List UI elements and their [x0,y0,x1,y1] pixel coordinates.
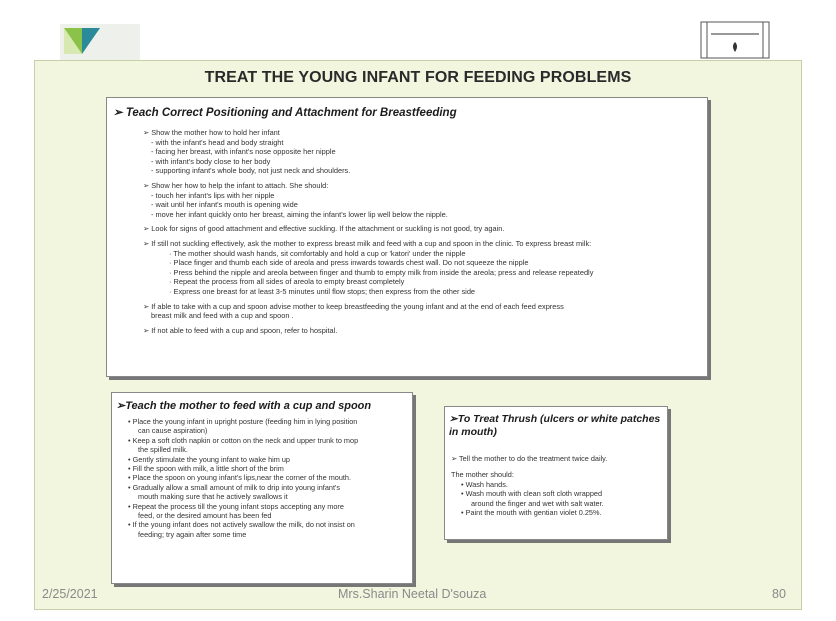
list-item: • Wash hands. [451,480,663,489]
list-item: ➢ If able to take with a cup and spoon advise mother to keep breastfeeding the young infant and at the end of each feed express breast milk and feed with a cup and spoon . [143,301,564,321]
list-item: ➢ Show the mother how to hold her infant - with the infant's head and body straight - facing her breast, with infant's nose opposite her nipple - with infant's body close to her body - supporting infant's whole body, not just neck and shoulders. [143,128,351,176]
list-item: ➢ If still not suckling effectively, ask the mother to express breast milk and feed with a cup and spoon in the clinic. To express breast milk: · The mother should wash hands, sit comfortably and hold a cup or 'katori' under the nipple · Place finger and thumb each side of areola and press inwards towards chest wall. Do not squeeze the nipple · Press behind the nipple and areola between finger and thumb to empty milk from inside the areola; press and release repeatedly · Repeat the process from all sides of areola to empty breast completely · Express one breast for at least 3-5 minutes until flow stops; then express from the other side [143,238,594,296]
footer-author: Mrs.Sharin Neetal D'souza [338,587,487,601]
list-item: ➢ If not able to feed with a cup and spoon, refer to hospital. [143,325,338,335]
footer-date: 2/25/2021 [42,587,98,601]
list-item: • Keep a soft cloth napkin or cotton on the neck and upper trunk to mop the spilled milk. [128,436,412,455]
list-item: • Wash mouth with clean soft cloth wrapped around the finger and wet with salt water. [451,489,663,508]
list-item: ➢ Look for signs of good attachment and effective suckling. If the attachment or suckling is not good, try again. [143,224,505,234]
list-item: • Paint the mouth with gentian violet 0.25%. [451,508,663,517]
list-item: • Fill the spoon with milk, a little short of the brim [128,464,412,473]
slide [34,60,802,610]
list-item: • Place the young infant in upright posture (feeding him in lying position can cause aspiration) [128,417,412,436]
thrush-lead: The mother should: [451,470,514,480]
positioning-list [143,128,703,340]
positioning-heading: ➢ Teach Correct Positioning and Attachment for Breastfeeding [113,107,457,119]
logo [60,24,140,60]
thrush-body [451,454,663,517]
list-item: • Place the spoon on young infant's lips,near the corner of the mouth. [128,473,412,482]
list-item: • Gradually allow a small amount of milk to drip into young infant's mouth making sure that he actively swallows it [128,483,412,502]
list-item: • If the young infant does not actively swallow the milk, do not insist on feeding; try again after some time [128,520,412,539]
slide-title: TREAT THE YOUNG INFANT FOR FEEDING PROBLEMS [204,69,632,86]
cup-spoon-list [128,417,412,539]
thrush-heading: ➢To Treat Thrush (ulcers or white patches in mouth) [449,413,661,438]
list-item: ➢ Show her how to help the infant to attach. She should: - touch her infant's lips with her nipple - wait until her infant's mouth is opening wide - move her infant quickly onto her breast, aiming the infant's lower lip well below the nipple. [143,180,448,219]
thrush-box [444,406,668,540]
footer-page-number: 80 [772,587,786,601]
list-item: • Gently stimulate the young infant to wake him up [128,455,412,464]
positioning-box [106,97,708,377]
cup-spoon-box [111,392,413,584]
thrush-instruction: ➢ Tell the mother to do the treatment twice daily. [451,454,608,463]
crest-logo [697,20,773,60]
cup-spoon-heading: ➢Teach the mother to feed with a cup and spoon [116,400,372,412]
list-item: • Repeat the process till the young infant stops accepting any more feed, or the desired amount has been fed [128,502,412,521]
